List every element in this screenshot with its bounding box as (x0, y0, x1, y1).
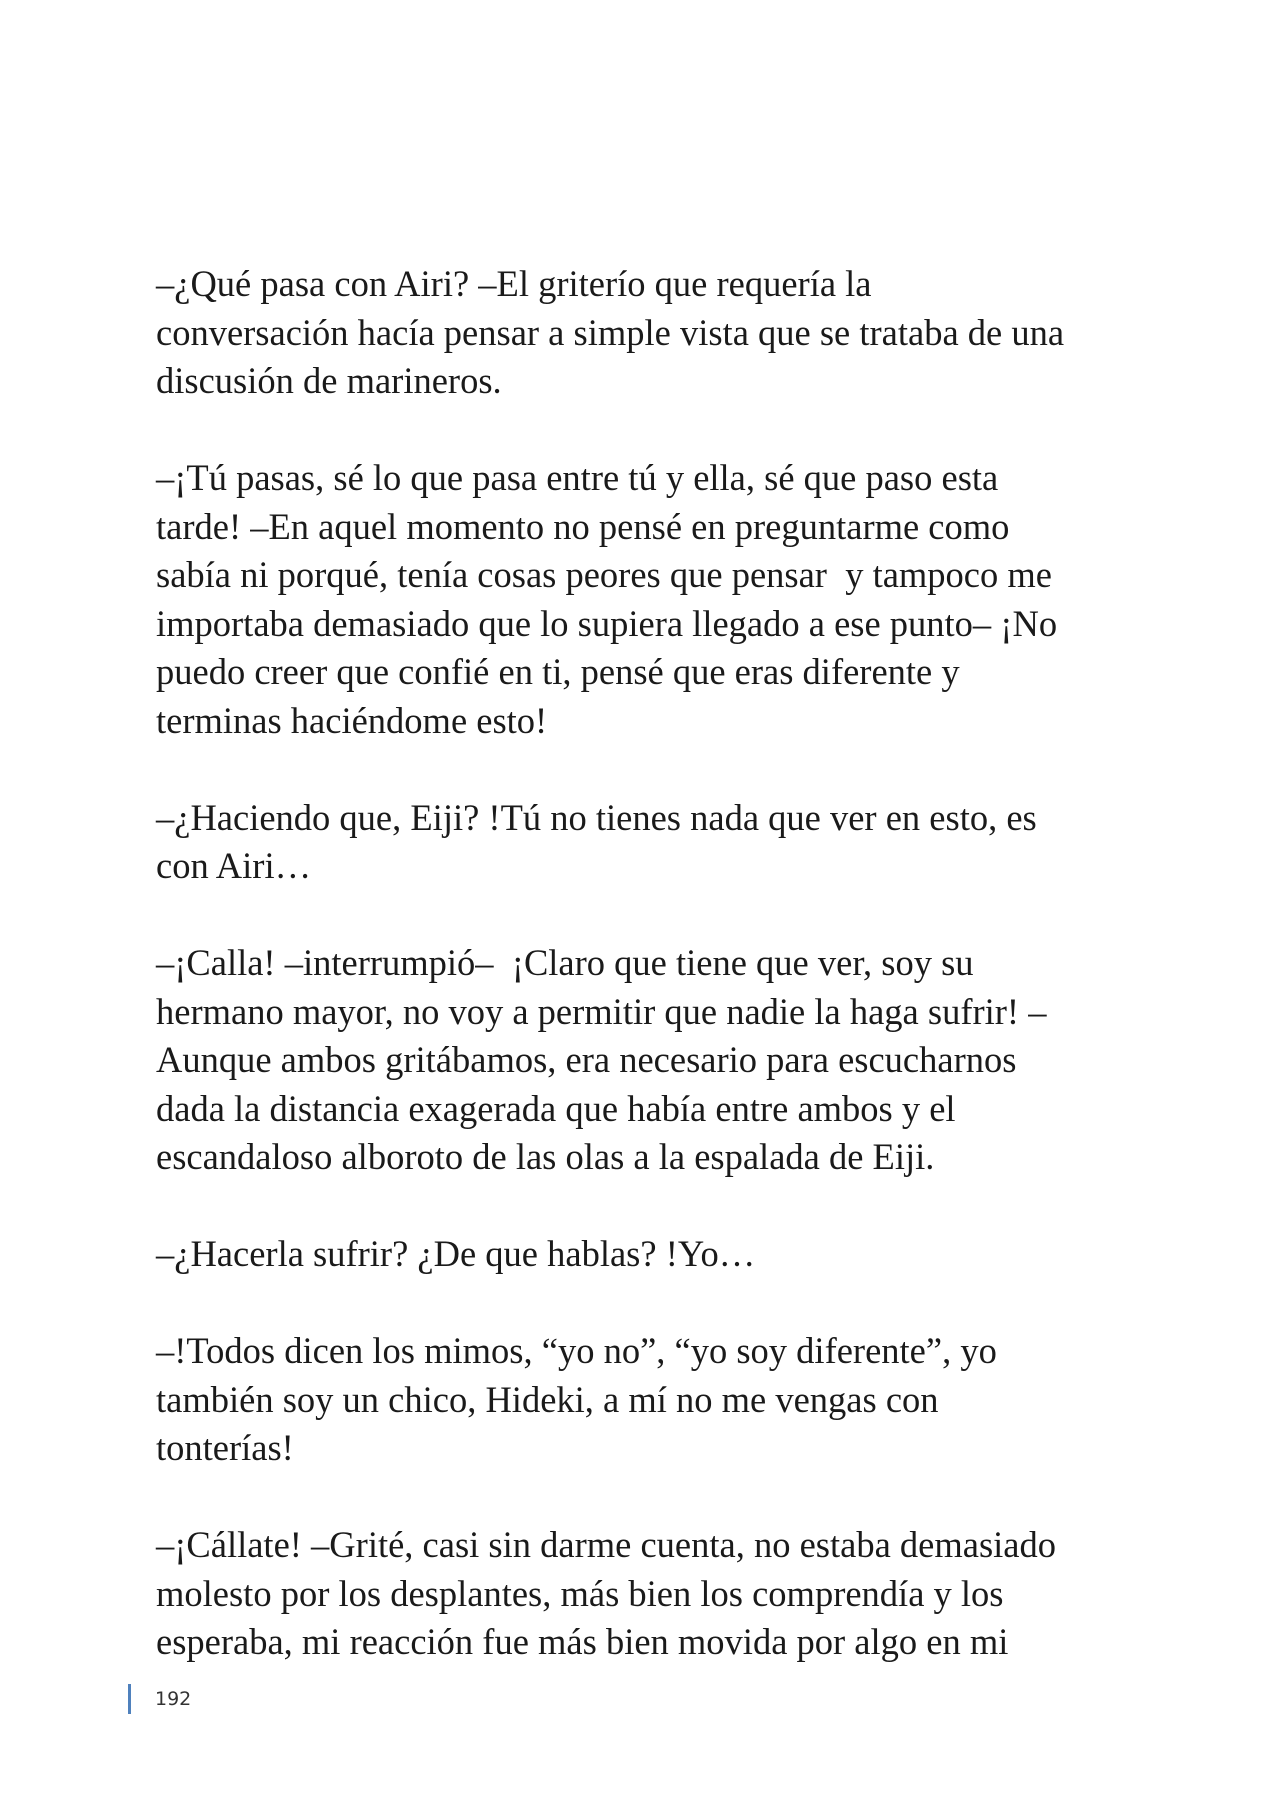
paragraph (156, 1521, 1156, 1667)
page-number: 192 (155, 1688, 192, 1710)
text-line: –¡Calla! –interrumpió– ¡Claro que tiene que ver, soy su (156, 942, 974, 983)
text-line: hermano mayor, no voy a permitir que nadie la haga sufrir! – (156, 990, 1047, 1032)
text-line: –¿Qué pasa con Airi? –El griterío que requería la (156, 263, 872, 304)
text-line: puedo creer que confié en ti, pensé que eras diferente y (156, 651, 960, 692)
text-line: –¡Tú pasas, sé lo que pasa entre tú y ella, sé que paso esta (156, 457, 999, 498)
text-line: dada la distancia exagerada que había entre ambos y el (156, 1087, 956, 1129)
text-line: esperaba, mi reacción fue más bien movida por algo en mi (156, 1621, 1009, 1662)
text-line: sabía ni porqué, tenía cosas peores que pensar y tampoco me (156, 554, 1052, 595)
text-line: tarde! –En aquel momento no pensé en preguntarme como (156, 505, 1010, 547)
text-line: terminas haciéndome esto! (156, 699, 548, 741)
text-line: también soy un chico, Hideki, a mí no me vengas con (156, 1378, 939, 1420)
text-line: Aunque ambos gritábamos, era necesario para escucharnos (156, 1039, 1017, 1080)
text-line: importaba demasiado que lo supiera llegado a ese punto– ¡No (156, 602, 1058, 644)
footer-accent-rule (128, 1684, 131, 1714)
text-line: –¿Haciendo que, Eiji? !Tú no tienes nada que ver en esto, es (156, 796, 1037, 838)
paragraph (156, 454, 1156, 745)
text-line: molesto por los desplantes, más bien los comprendía y los (156, 1572, 1004, 1614)
text-line: tonterías! (156, 1427, 294, 1468)
paragraph (156, 1327, 1156, 1473)
body-text (156, 260, 1156, 1715)
paragraph (156, 939, 1156, 1182)
paragraph (156, 260, 1156, 406)
text-line: –¿Hacerla sufrir? ¿De que hablas? !Yo… (156, 1233, 756, 1274)
text-line: –!Todos dicen los mimos, “yo no”, “yo soy diferente”, yo (156, 1330, 997, 1371)
page-footer (128, 1682, 191, 1716)
text-line: conversación hacía pensar a simple vista que se trataba de una (156, 311, 1065, 353)
text-line: –¡Cállate! –Grité, casi sin darme cuenta, no estaba demasiado (156, 1524, 1056, 1565)
paragraph (156, 794, 1156, 891)
text-line: escandaloso alboroto de las olas a la espalada de Eiji. (156, 1136, 935, 1177)
text-line: con Airi… (156, 845, 312, 886)
paragraph (156, 1230, 1156, 1279)
text-line: discusión de marineros. (156, 360, 502, 401)
